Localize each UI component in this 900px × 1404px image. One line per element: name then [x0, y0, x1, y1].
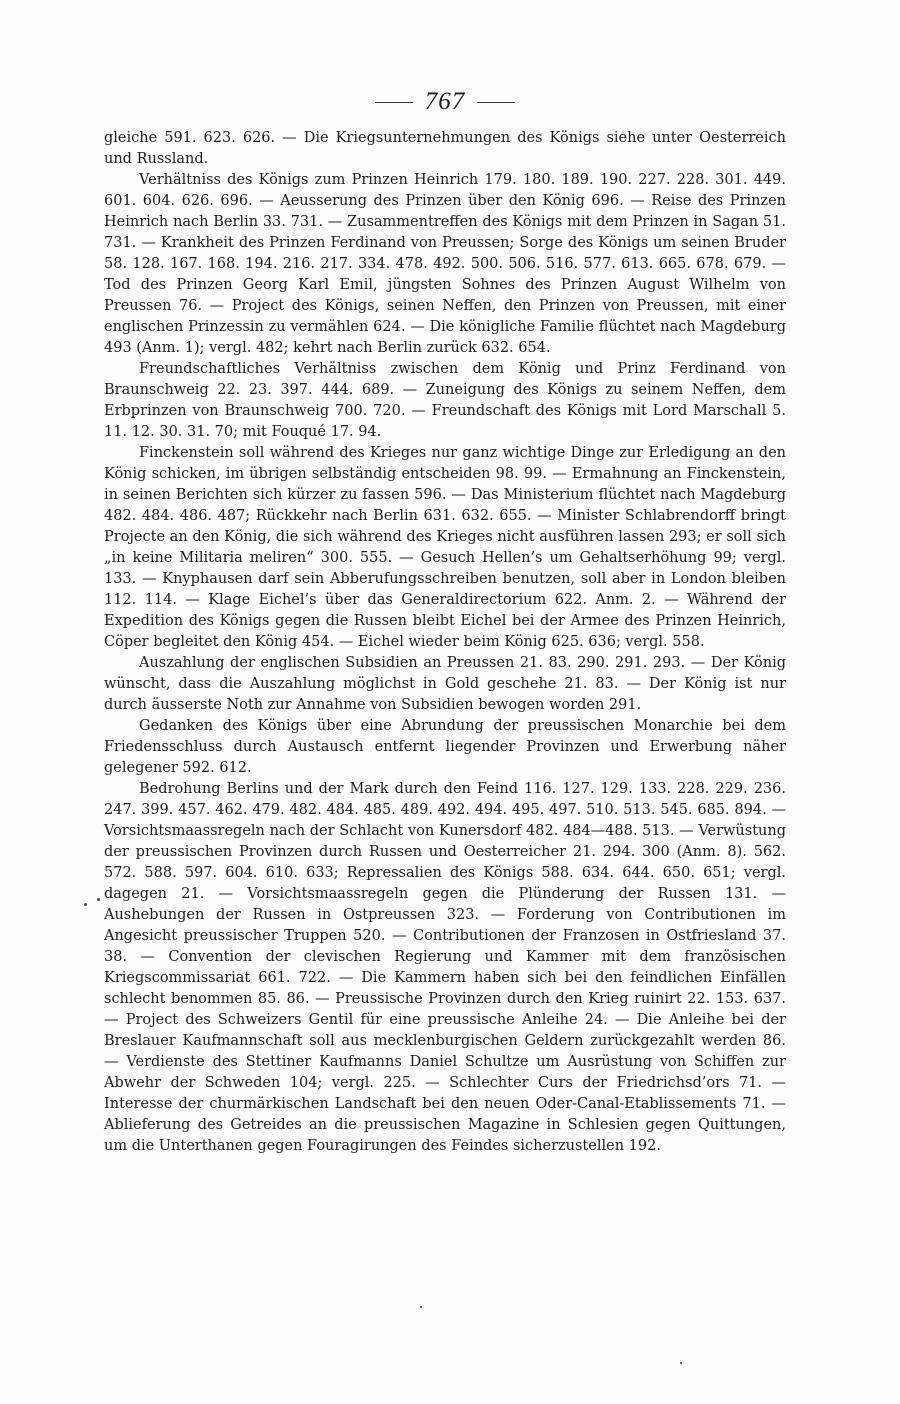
page-number: 767 — [424, 88, 466, 115]
print-speck — [420, 1306, 422, 1308]
document-page — [104, 80, 786, 1157]
paragraph-friendship: Freundschaftliches Verhältniss zwischen dem König und Prinz Ferdinand von Braunschweig 22. 23. 397. 444. 689. — Zuneigung des Königs zu seinem Neffen, dem Erbprinzen von Braunschweig 700. 720. — Freundschaft des Königs mit Lord Marschall 5. 11. 12. 30. 31. 70; mit Fouqué 17. 94. — [104, 361, 786, 440]
paragraph-threat-berlin: Bedrohung Berlins und der Mark durch den Feind 116. 127. 129. 133. 228. 229. 236. 247. 399. 457. 462. 479. 482. 484. 485. 489. 492. 494. 495. 497. 510. 513. 545. 685. 894. — Vorsichtsmaassregeln nach der Schlacht von Kunersdorf 482. 484—488. 513. — Verwüstung der preussischen Provinzen durch Russen und Oesterreicher 21. 294. 300 (Anm. 8). 562. 572. 588. 597. 604. 610. 633; Repressalien des Königs 588. 634. 644. 650. 651; vergl. dagegen 21. — Vorsichtsmaassregeln gegen die Plünderung der Russen 131. — Aushebungen der Russen in Ostpreussen 323. — Forderung von Contributionen im Angesicht preussischer Truppen 520. — Contributionen der Franzosen in Ostfriesland 37. 38. — Convention der clevischen Regierung und Kammer mit dem französischen Kriegscommissariat 661. 722. — Die Kammern haben sich bei den feindlichen Einfällen schlecht benommen 85. 86. — Preussische Provinzen durch den Krieg ruinirt 22. 153. 637. — Project des Schweizers Gentil für eine preussische Anleihe 24. — Die Anleihe bei der Breslauer Kaufmannschaft soll aus mecklenburgischen Geldern zurückgezahlt werden 86. — Verdienste des Stettiner Kaufmanns Daniel Schultze um Ausrüstung von Schiffen zur Abwehr der Schweden 104; vergl. 225. — Schlechter Curs der Friedrichsd’ors 71. — Interesse der churmärkischen Landschaft bei den neuen Oder-Canal-Etablissements 71. — Ablieferung des Getreides an die preussischen Magazine in Schlesien gegen Quittungen, um die Unterthanen gegen Fouragirungen des Feindes sicherzustellen 192. — [104, 781, 786, 1154]
print-speck — [680, 1362, 682, 1364]
header-rule-left — [375, 102, 413, 103]
header-rule-right — [477, 102, 515, 103]
body-text — [104, 128, 786, 1157]
print-speck — [84, 903, 87, 906]
paragraph-finckenstein: Finckenstein soll während des Krieges nur ganz wichtige Dinge zur Erledigung an den König schicken, im übrigen selbständig entscheiden 98. 99. — Ermahnung an Finckenstein, in seinen Berichten sich kürzer zu fassen 596. — Das Ministerium flüchtet nach Magdeburg 482. 484. 486. 487; Rückkehr nach Berlin 631. 632. 655. — Minister Schlabrendorff bringt Projecte an den König, die sich während des Krieges nicht ausführen lassen 293; er soll sich „in keine Militaria meliren“ 300. 555. — Gesuch Hellen’s um Gehaltserhöhung 99; vergl. 133. — Knyphausen darf sein Abberufungsschreiben benutzen, soll aber in London bleiben 112. 114. — Klage Eichel’s über das Generaldirectorium 622. Anm. 2. — Während der Expedition des Königs gegen die Russen bleibt Eichel bei der Armee des Prinzen Heinrich, Cöper begleitet den König 454. — Eichel wieder beim König 625. 636; vergl. 558. — [104, 445, 786, 650]
paragraph-subsidies: Auszahlung der englischen Subsidien an Preussen 21. 83. 290. 291. 293. — Der König wünscht, dass die Auszahlung möglichst in Gold geschehe 21. 83. — Der König ist nur durch äusserste Noth zur Annahme von Subsidien bewogen worden 291. — [104, 655, 786, 713]
print-speck — [97, 898, 100, 901]
paragraph-monarchy: Gedanken des Königs über eine Abrundung der preussischen Monarchie bei dem Friedensschluss durch Austausch entfernt liegender Provinzen und Erwerbung näher gelegener 592. 612. — [104, 718, 786, 776]
page-header — [104, 80, 786, 124]
paragraph-prince-heinrich: Verhältniss des Königs zum Prinzen Heinrich 179. 180. 189. 190. 227. 228. 301. 449. 601. 604. 626. 696. — Aeusserung des Prinzen über den König 696. — Reise des Prinzen Heinrich nach Berlin 33. 731. — Zusammentreffen des Königs mit dem Prinzen in Sagan 51. 731. — Krankheit des Prinzen Ferdinand von Preussen; Sorge des Königs um seinen Bruder 58. 128. 167. 168. 194. 216. 217. 334. 478. 492. 500. 506. 516. 577. 613. 665. 678. 679. — Tod des Prinzen Georg Karl Emil, jüngsten Sohnes des Prinzen August Wilhelm von Preussen 76. — Project des Königs, seinen Neffen, den Prinzen von Preussen, mit einer englischen Prinzessin zu vermählen 624. — Die königliche Familie flüchtet nach Magdeburg 493 (Anm. 1); vergl. 482; kehrt nach Berlin zurück 632. 654. — [104, 172, 786, 356]
paragraph-continuation: gleiche 591. 623. 626. — Die Kriegsunternehmungen des Königs siehe unter Oesterreich und Russland. — [104, 130, 786, 167]
